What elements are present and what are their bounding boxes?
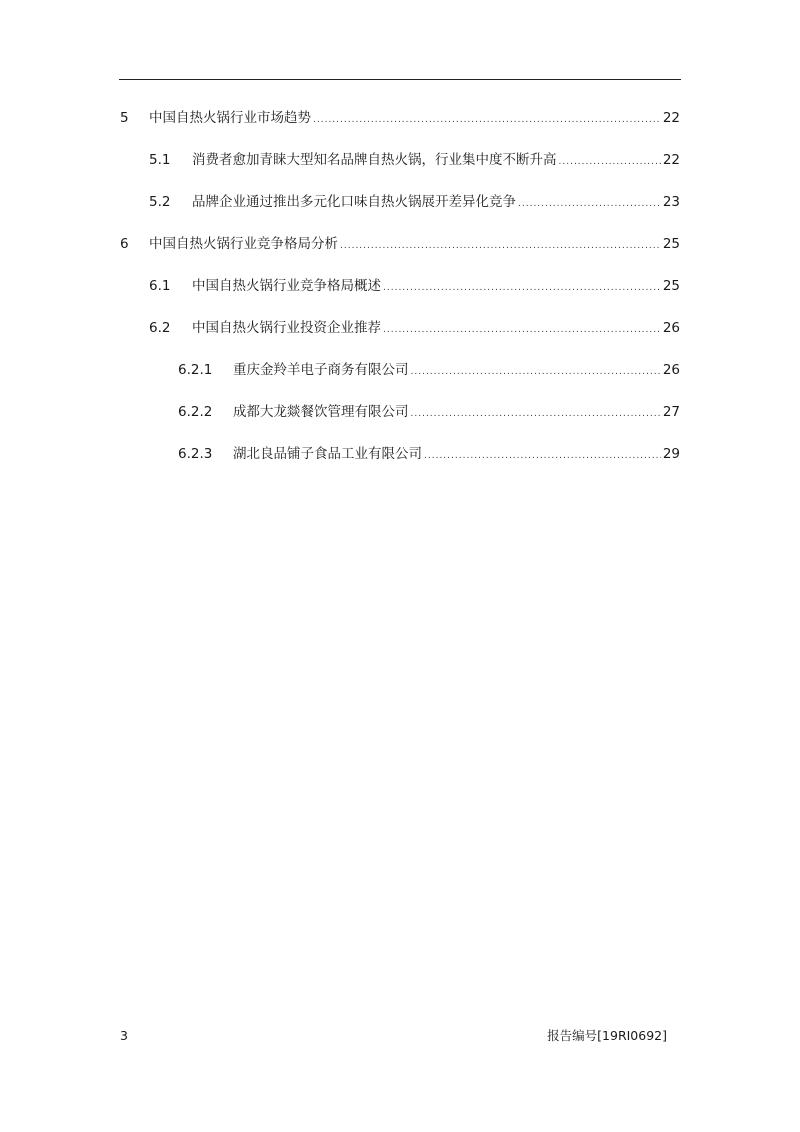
toc-title: 湖北良品铺子食品工业有限公司 [233, 446, 422, 462]
toc-leader-dots [559, 153, 661, 171]
toc-number: 6 [120, 236, 129, 252]
toc-title: 中国自热火锅行业投资企业推荐 [192, 320, 381, 336]
toc-number: 6.2.2 [178, 404, 213, 420]
toc-title: 重庆金羚羊电子商务有限公司 [233, 362, 409, 378]
toc-entry-5-1[interactable] [149, 151, 680, 169]
toc-number: 6.2.3 [178, 446, 213, 462]
toc-entry-5-2[interactable] [149, 193, 680, 211]
toc-entry-6-2-3[interactable] [178, 445, 680, 463]
toc-number: 6.2 [149, 320, 171, 336]
footer-page-number: 3 [120, 1028, 128, 1043]
toc-page-number: 23 [662, 194, 680, 210]
toc-title: 中国自热火锅行业市场趋势 [149, 110, 311, 126]
toc-entry-6-2-2[interactable] [178, 403, 680, 421]
toc-entry-5[interactable] [120, 109, 680, 127]
toc-entry-6-2[interactable] [149, 319, 680, 337]
toc-page-number: 26 [662, 320, 680, 336]
toc-page-number: 22 [662, 152, 680, 168]
toc-leader-dots [411, 363, 661, 381]
toc-entry-6[interactable] [120, 235, 680, 253]
toc-entry-6-2-1[interactable] [178, 361, 680, 379]
toc-number: 6.2.1 [178, 362, 213, 378]
toc-page-number: 25 [662, 278, 680, 294]
toc-leader-dots [411, 405, 661, 423]
toc-title: 成都大龙燚餐饮管理有限公司 [233, 404, 409, 420]
toc-number: 5 [120, 110, 129, 126]
toc-number: 5.2 [149, 194, 171, 210]
toc-page-number: 22 [662, 110, 680, 126]
toc-leader-dots [383, 321, 661, 339]
toc-entry-6-1[interactable] [149, 277, 680, 295]
toc-leader-dots [518, 195, 661, 213]
toc-page-number: 25 [662, 236, 680, 252]
toc-title: 品牌企业通过推出多元化口味自热火锅展开差异化竞争 [192, 194, 516, 210]
toc-number: 6.1 [149, 278, 171, 294]
toc-leader-dots [340, 237, 661, 255]
toc-page-number: 26 [662, 362, 680, 378]
header-rule [119, 79, 681, 80]
toc-title: 消费者愈加青睐大型知名品牌自热火锅，行业集中度不断升高 [192, 152, 557, 168]
toc-leader-dots [424, 447, 661, 465]
toc-page-number: 29 [662, 446, 680, 462]
footer-report-id: 报告编号[19RI0692] [547, 1028, 667, 1043]
toc-title: 中国自热火锅行业竞争格局概述 [192, 278, 381, 294]
toc-number: 5.1 [149, 152, 171, 168]
toc-title: 中国自热火锅行业竞争格局分析 [149, 236, 338, 252]
toc-leader-dots [313, 111, 661, 129]
toc-page-number: 27 [662, 404, 680, 420]
toc-leader-dots [383, 279, 661, 297]
